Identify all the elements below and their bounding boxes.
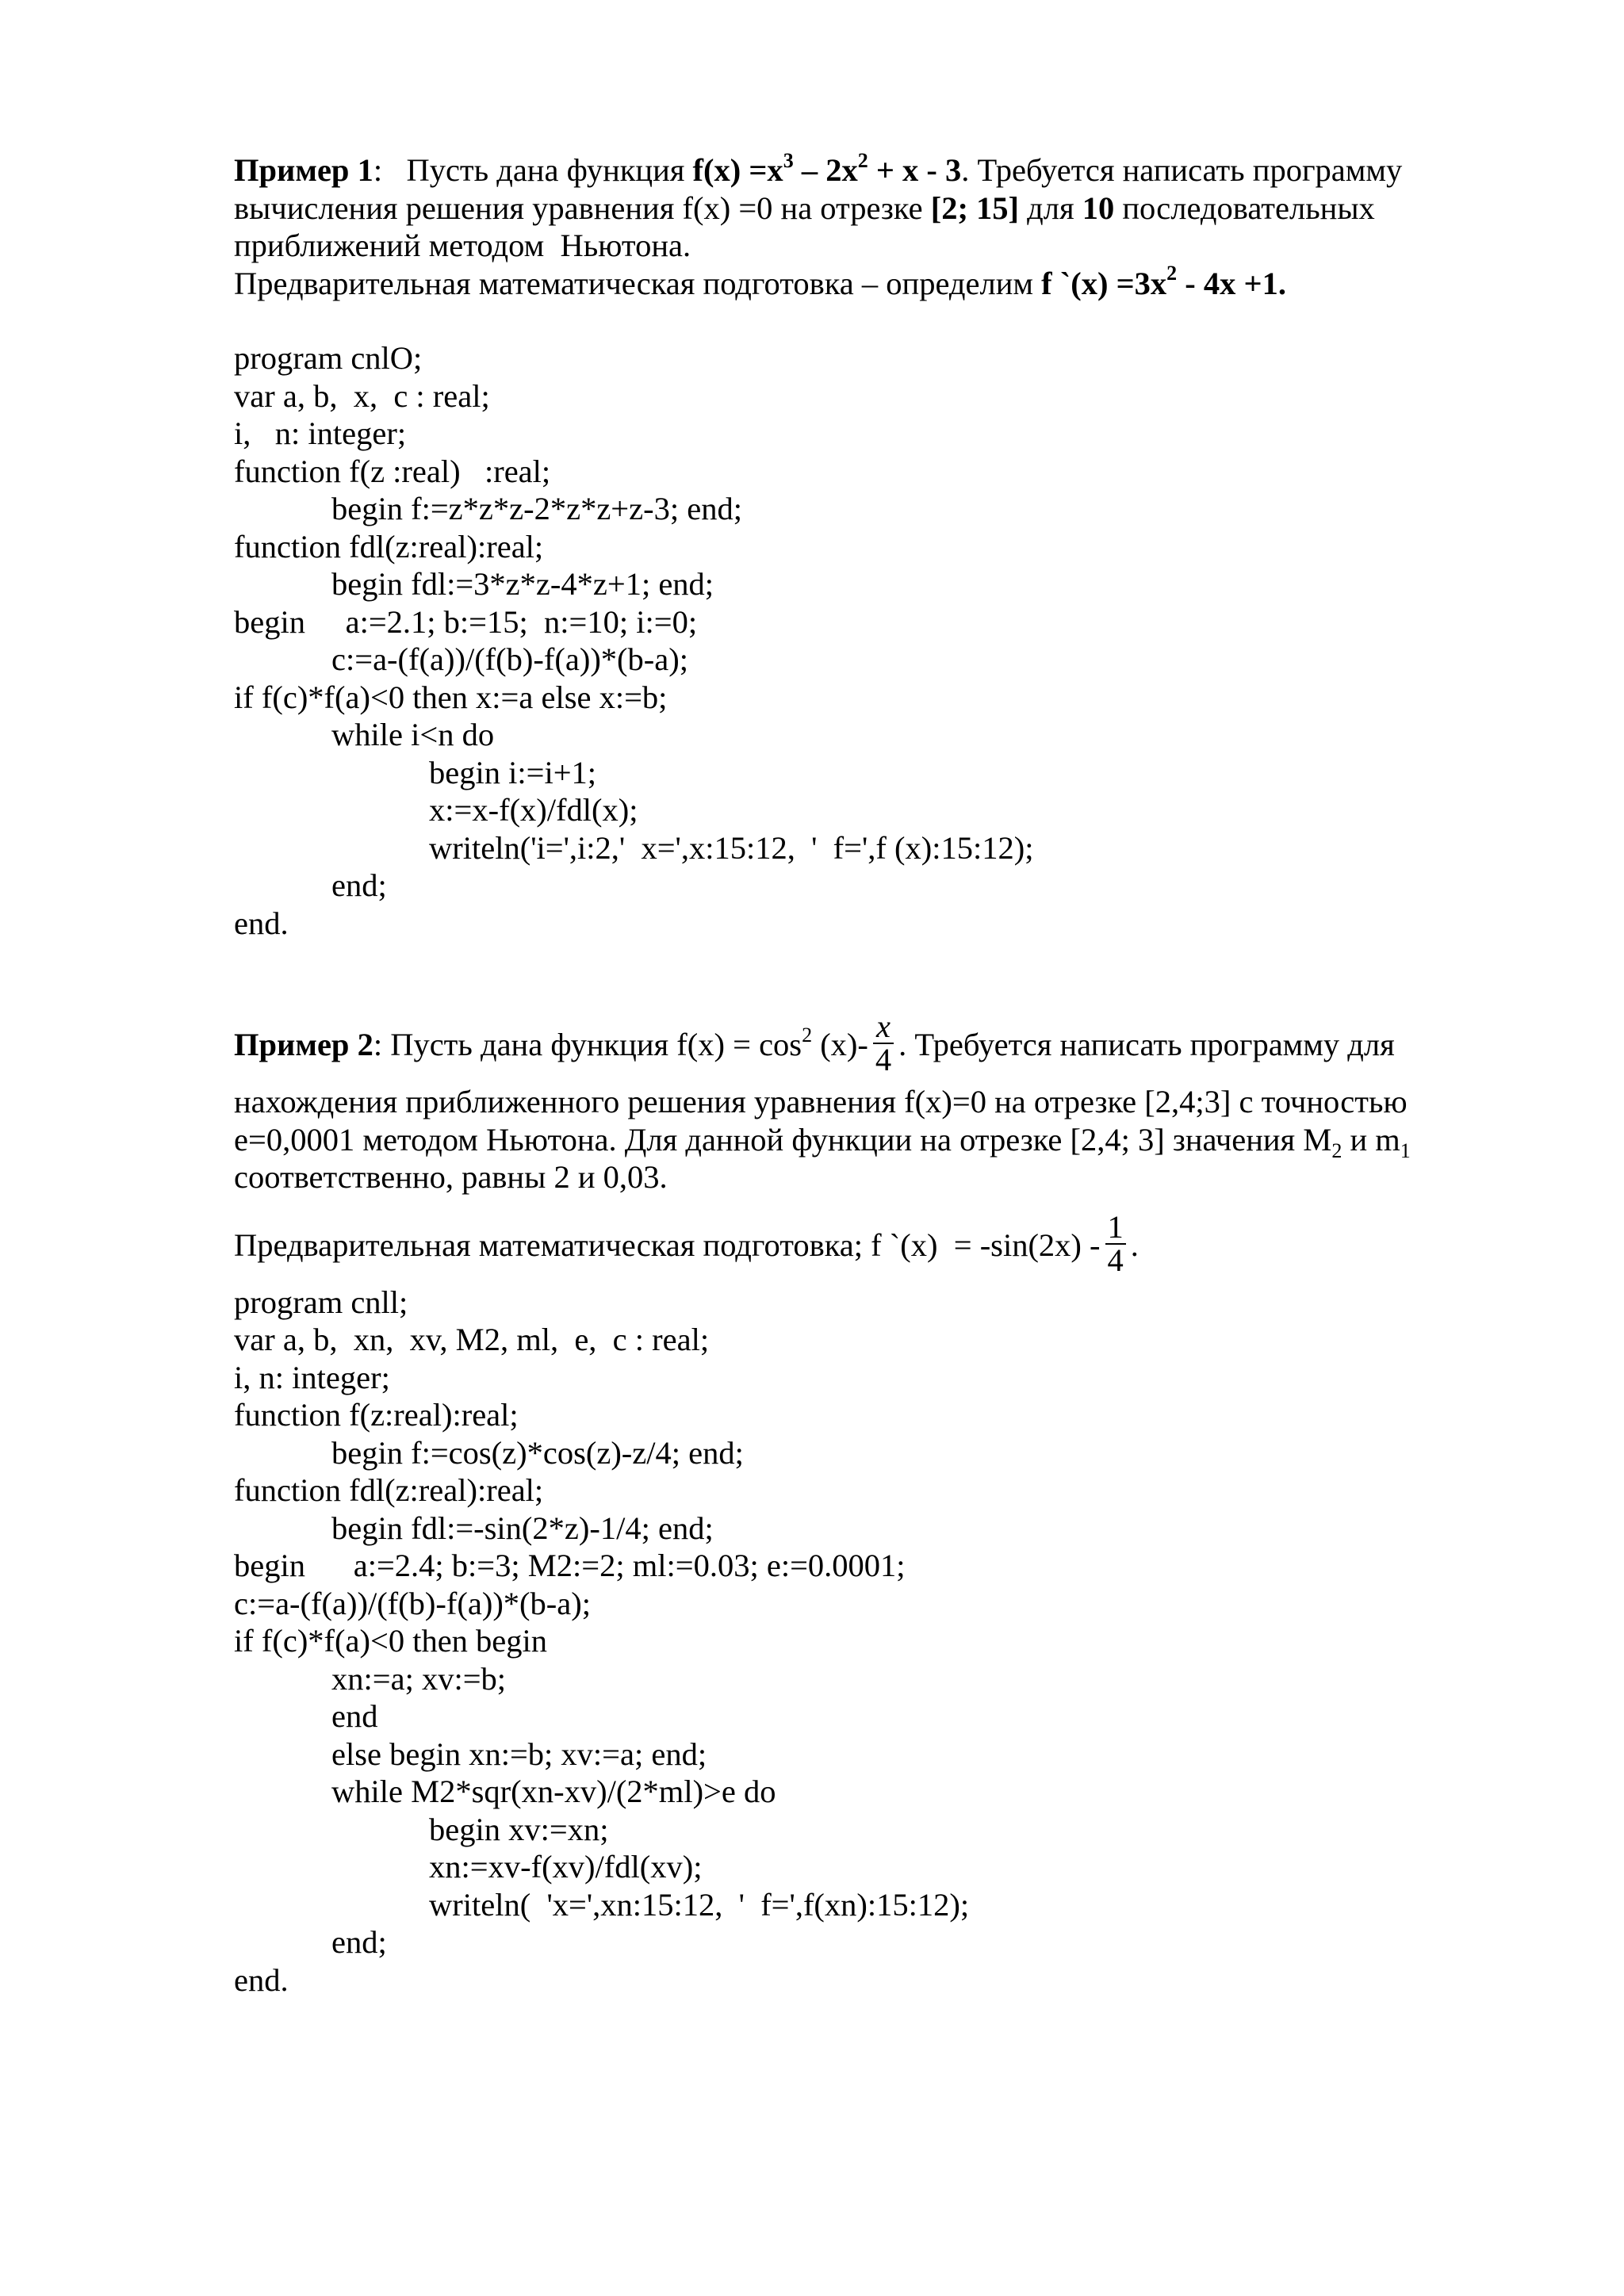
example1-line-2: вычисления решения уравнения f(x) =0 на отрезке [2; 15] для 10 последовательных — [234, 189, 1375, 226]
example1-code-block — [234, 339, 1534, 942]
code-line: x:=x-f(x)/fdl(x); — [429, 792, 638, 828]
code-line: i, n: integer; — [234, 1359, 390, 1395]
code-line: while i<n do — [331, 717, 495, 752]
code-line: var a, b, xn, xv, M2, ml, e, c : real; — [234, 1322, 710, 1357]
code-line: begin fdl:=3*z*z-4*z+1; end; — [331, 566, 714, 602]
code-line: begin xv:=xn; — [429, 1811, 609, 1847]
example1-line-4: Предварительная математическая подготовка – определим f `(x) $=3x^2 - 4x +1$. — [234, 262, 1286, 301]
code-line: function fdl(z:real):real; — [234, 528, 544, 564]
code-line: i, n: integer; — [234, 415, 407, 451]
code-line: writeln('i=',i:2,' x=',x:15:12, ' f=',f (x):15:12); — [429, 829, 1034, 866]
code-line: else begin xn:=b; xv:=a; end; — [331, 1735, 707, 1772]
code-line: if f(c)*f(a)<0 then begin — [234, 1623, 548, 1659]
code-line: program cnlO; — [234, 340, 423, 376]
example1-line-3: приближений методом Ньютона. — [234, 228, 691, 263]
code-line: program cnll; — [234, 1284, 408, 1320]
code-line: xn:=xv-f(xv)/fdl(xv); — [429, 1849, 703, 1885]
code-line: xn:=a; xv:=b; — [331, 1660, 507, 1697]
example2-title: Пример 2 — [234, 1027, 373, 1063]
code-line: begin fdl:=-sin(2*z)-1/4; end; — [331, 1510, 714, 1546]
example2-code-block — [234, 1284, 1534, 1999]
example2-preparation: Предварительная математическая подготовка; f `(x) = -sin(2x) - $\frac{1}{4}$ . — [234, 1208, 1139, 1278]
example1-line-1: Пример 1: Пусть дана функция $f(x) =x^3 - 2x^2 + x - 3$. Требуется написать программу — [234, 148, 1403, 188]
fraction-1-over-4: $\frac{1}{4}$ — [1105, 1211, 1126, 1276]
code-line: writeln( 'x=',xn:15:12, ' f=',f(xn):15:12); — [429, 1886, 970, 1923]
page-content — [234, 148, 1534, 1999]
code-line: function f(z:real):real; — [234, 1397, 519, 1433]
example2-line-4: соответственно, равны 2 и 0,03. — [234, 1159, 668, 1195]
example2-line-1: Пример 2: Пусть дана функция $f(x) = \cos^2 (x)-$ $\frac{x}{4}$ . Требуется написать программу для — [234, 1008, 1395, 1077]
code-line: end. — [234, 1961, 289, 1998]
example1-function: $f(x) =x^3 - 2x^2 + x - 3$ — [692, 148, 962, 188]
example1-derivative: f `(x) $=3x^2 - 4x +1$. — [1041, 262, 1286, 301]
code-line: begin a:=2.4; b:=3; M2:=2; ml:=0.03; e:=0.0001; — [234, 1548, 906, 1583]
code-line: function fdl(z:real):real; — [234, 1472, 544, 1508]
code-line: end — [331, 1698, 378, 1734]
code-line: function f(z :real) :real; — [234, 453, 551, 489]
example2-line-3: e=0,0001 методом Ньютона. Для данной функции на отрезке [2,4; 3] значения $M_2$ и $m_1$ — [234, 1121, 1411, 1162]
code-line: begin f:=z*z*z-2*z*z+z-3; end; — [331, 491, 742, 526]
code-line: begin f:=cos(z)*cos(z)-z/4; end; — [331, 1434, 744, 1471]
code-line: while M2*sqr(xn-xv)/(2*ml)>e do — [331, 1774, 776, 1809]
code-line: begin a:=2.1; b:=15; n:=10; i:=0; — [234, 603, 698, 640]
code-line: c:=a-(f(a))/(f(b)-f(a))*(b-a); — [234, 1585, 591, 1621]
example2-line-2: нахождения приближенного решения уравнения f(x)=0 на отрезке [2,4;3] с точностью — [234, 1084, 1408, 1119]
example1-title: Пример 1 — [234, 152, 373, 188]
code-line: c:=a-(f(a))/(f(b)-f(a))*(b-a); — [331, 641, 688, 677]
code-line: begin i:=i+1; — [429, 754, 597, 790]
code-line: end; — [331, 867, 387, 903]
fraction-x-over-4: $\frac{x}{4}$ — [873, 1011, 894, 1076]
code-line: end. — [234, 905, 289, 941]
code-line: var a, b, x, c : real; — [234, 377, 490, 414]
code-line: end; — [331, 1924, 387, 1960]
code-line: if f(c)*f(a)<0 then x:=a else x:=b; — [234, 679, 668, 715]
